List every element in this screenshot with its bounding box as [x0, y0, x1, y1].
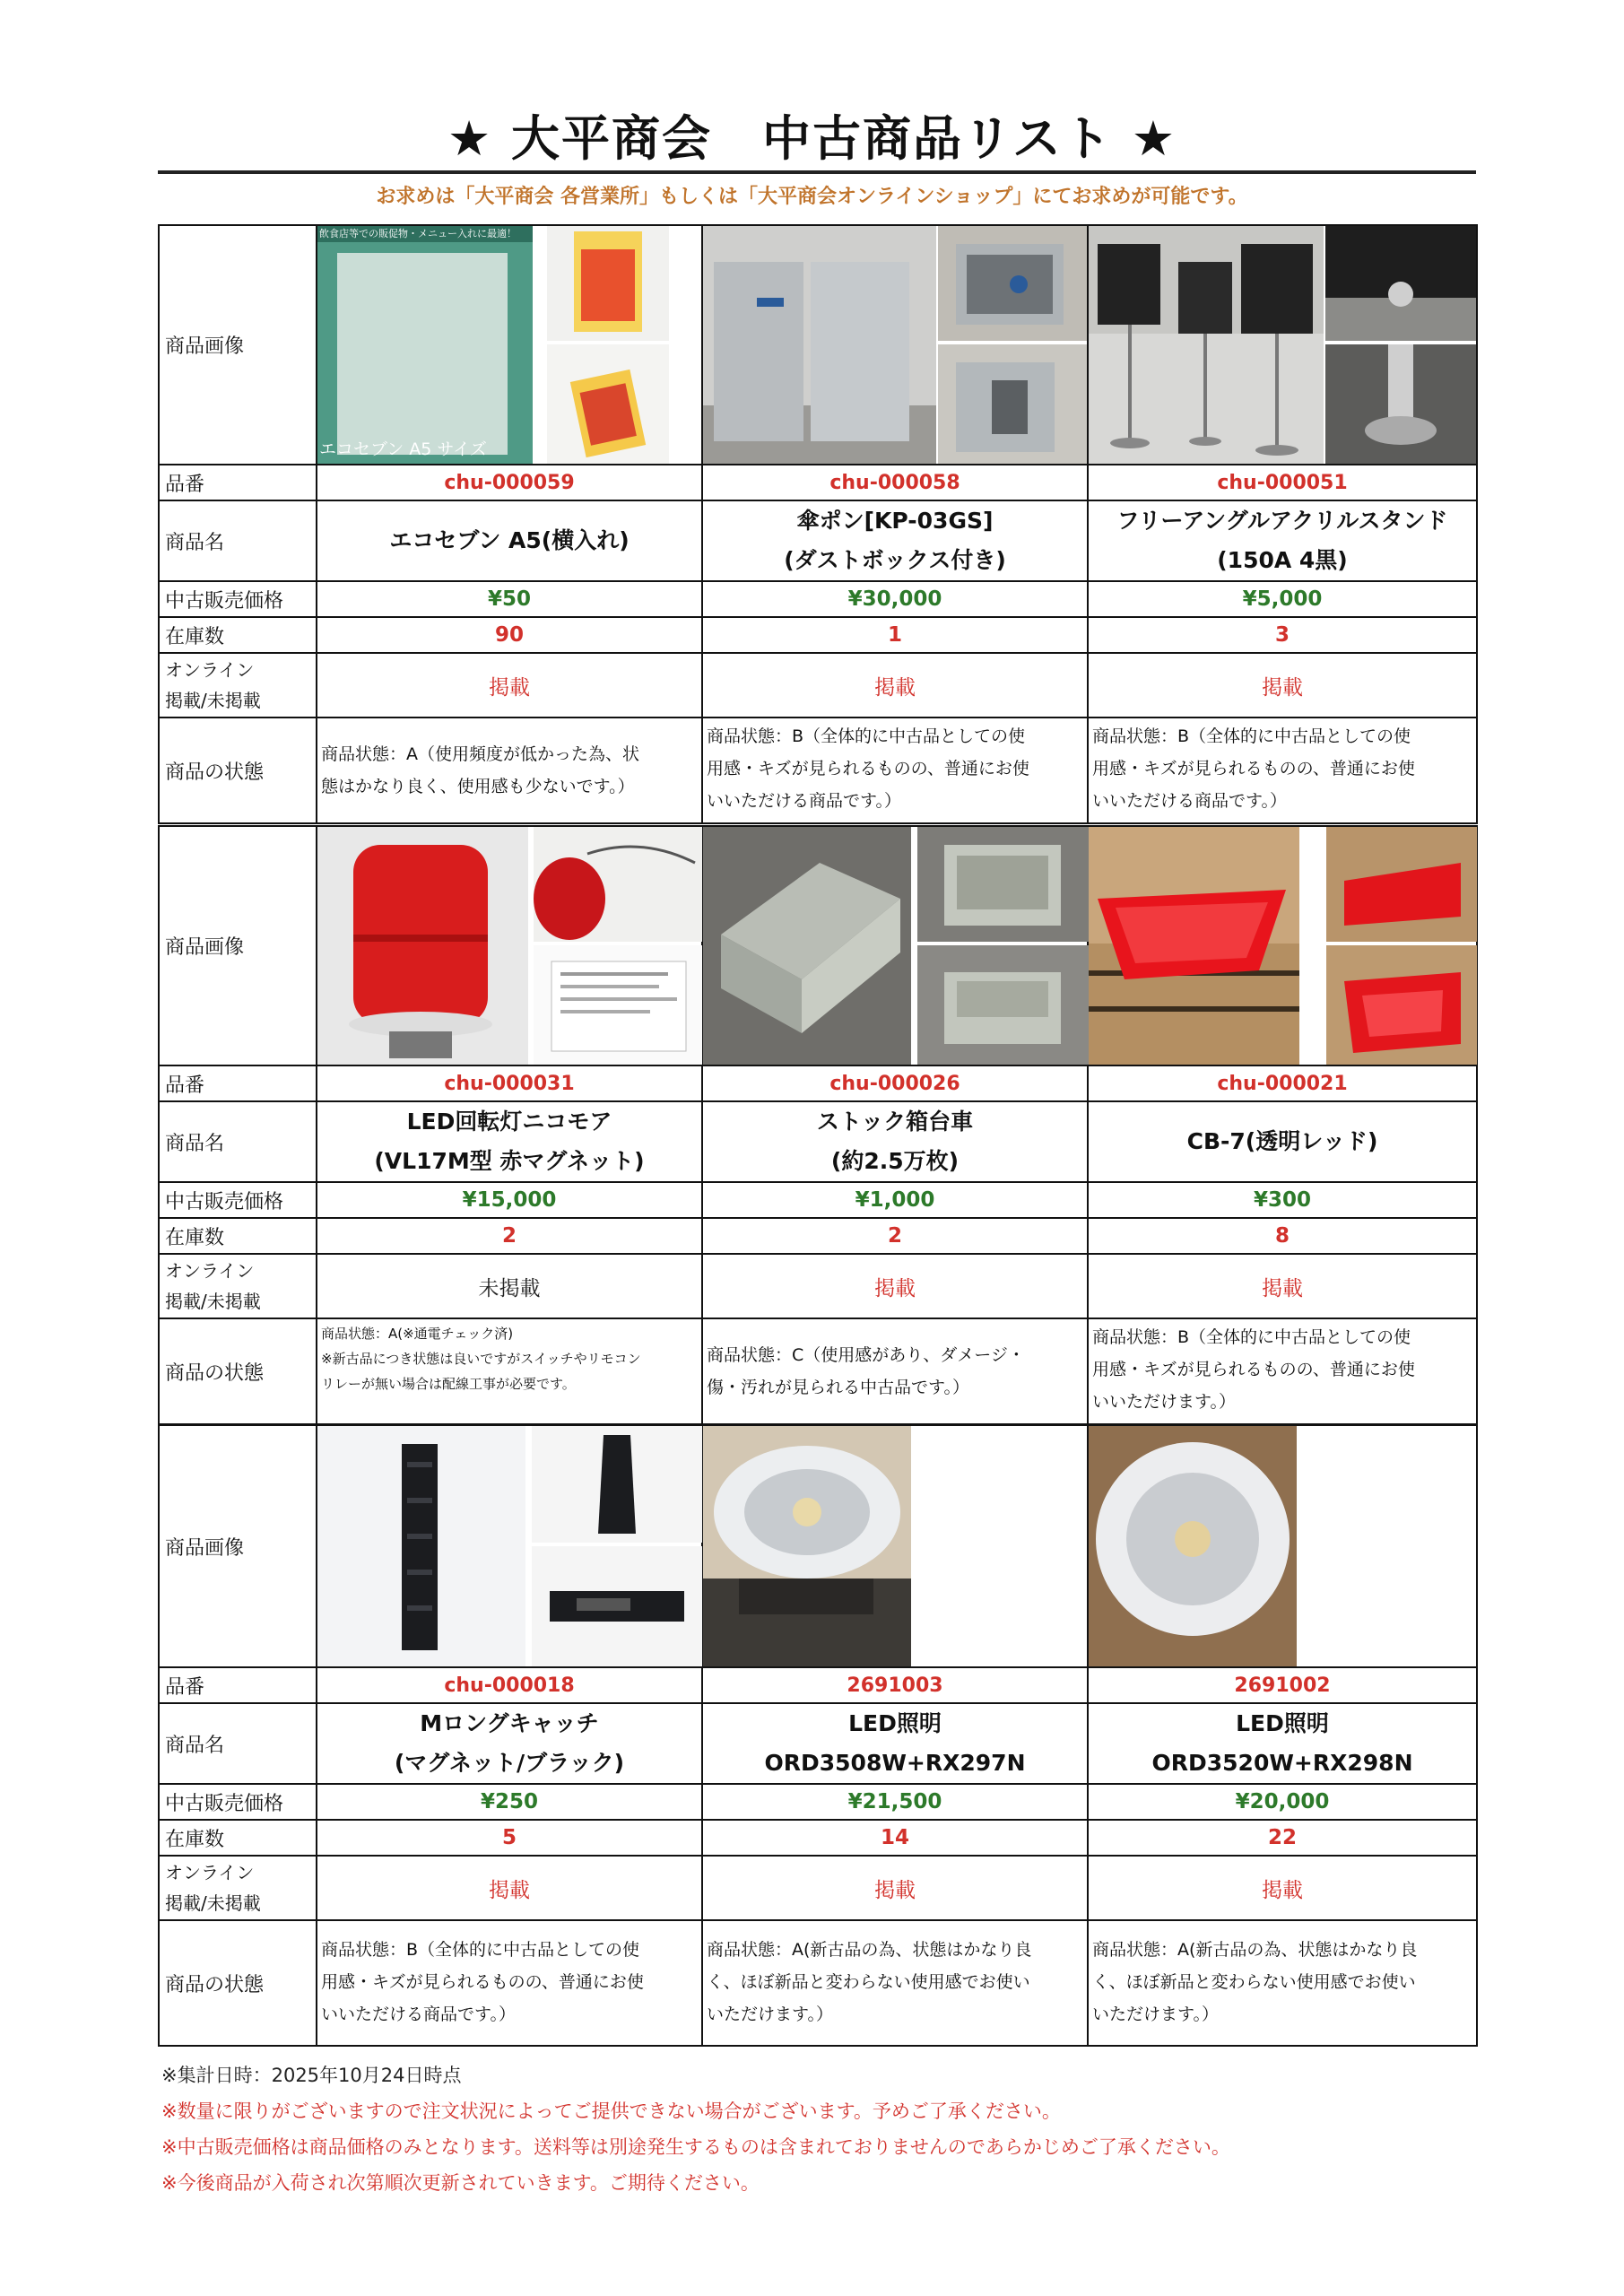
product-stock: 2	[702, 1218, 1088, 1254]
condition-label: 商品の状態	[159, 718, 317, 823]
product-code: chu-000021	[1088, 1065, 1477, 1101]
product-image-chu-000026[interactable]	[702, 826, 1088, 1065]
product-price: ¥300	[1088, 1182, 1477, 1218]
product-code: chu-000018	[317, 1667, 702, 1703]
product-condition: 商品状態：A(新古品の為、状態はかなり良 く、ほぼ新品と変わらない使用感でお使い いただけます。）	[702, 1920, 1088, 2046]
product-code: 2691002	[1088, 1667, 1477, 1703]
image-label: 商品画像	[159, 826, 317, 1065]
online-status: 掲載	[317, 653, 702, 718]
product-condition: 商品状態：A（使用頻度が低かった為、状 態はかなり良く、使用感も少ないです。）	[317, 718, 702, 823]
footer-note: ※数量に限りがございますので注文状況によってご提供できない場合がございます。予めご了承ください。	[161, 2100, 1061, 2122]
image-label: 商品画像	[159, 1425, 317, 1667]
online-label: オンライン 掲載/未掲載	[159, 1254, 317, 1318]
online-label: オンライン 掲載/未掲載	[159, 1856, 317, 1920]
product-condition: 商品状態：B（全体的に中古品としての使 用感・キズが見られるものの、普通にお使 いいただけます。）	[1088, 1318, 1477, 1424]
product-name: 傘ポン[KP-03GS] (ダストボックス付き)	[702, 500, 1088, 581]
product-price: ¥50	[317, 581, 702, 617]
name-label: 商品名	[159, 500, 317, 581]
product-code: chu-000051	[1088, 465, 1477, 500]
product-image-chu-000021[interactable]	[1088, 826, 1477, 1065]
product-image-chu-000059[interactable]	[317, 225, 702, 465]
product-condition: 商品状態：B（全体的に中古品としての使 用感・キズが見られるものの、普通にお使 いいただける商品です。）	[1088, 718, 1477, 823]
online-status: 掲載	[702, 1254, 1088, 1318]
name-label: 商品名	[159, 1101, 317, 1182]
product-stock: 14	[702, 1820, 1088, 1856]
product-name: LED回転灯ニコモア (VL17M型 赤マグネット)	[317, 1101, 702, 1182]
product-name: LED照明 ORD3508W+RX297N	[702, 1703, 1088, 1784]
product-condition: 商品状態：B（全体的に中古品としての使 用感・キズが見られるものの、普通にお使 いいただける商品です。）	[317, 1920, 702, 2046]
product-image-chu-000051[interactable]	[1088, 225, 1477, 465]
name-label: 商品名	[159, 1703, 317, 1784]
product-name: LED照明 ORD3520W+RX298N	[1088, 1703, 1477, 1784]
product-condition: 商品状態：A(新古品の為、状態はかなり良 く、ほぼ新品と変わらない使用感でお使い いただけます。）	[1088, 1920, 1477, 2046]
footer-note: ※今後商品が入荷され次第順次更新されていきます。ご期待ください。	[161, 2172, 760, 2194]
product-stock: 22	[1088, 1820, 1477, 1856]
product-condition: 商品状態：C（使用感があり、ダメージ・ 傷・汚れが見られる中古品です。）	[702, 1318, 1088, 1424]
product-image-chu-000031[interactable]	[317, 826, 702, 1065]
product-code: chu-000026	[702, 1065, 1088, 1101]
page-title: ★ 大平商会 中古商品リスト ★	[447, 110, 1177, 167]
online-status: 掲載	[1088, 653, 1477, 718]
product-image-2691002[interactable]	[1088, 1425, 1477, 1667]
product-code: chu-000059	[317, 465, 702, 500]
stock-label: 在庫数	[159, 617, 317, 653]
product-condition: 商品状態：B（全体的に中古品としての使 用感・キズが見られるものの、普通にお使 いいただける商品です。）	[702, 718, 1088, 823]
product-price: ¥20,000	[1088, 1784, 1477, 1820]
product-name: エコセブン A5(横入れ)	[317, 500, 702, 581]
product-price: ¥5,000	[1088, 581, 1477, 617]
product-image-2691003[interactable]	[702, 1425, 1088, 1667]
code-label: 品番	[159, 1667, 317, 1703]
online-status: 未掲載	[317, 1254, 702, 1318]
online-status: 掲載	[702, 653, 1088, 718]
page-subtitle: お求めは「大平商会 各営業所」もしくは「大平商会オンラインショップ」にてお求めが可能です。	[376, 186, 1248, 208]
footer-note: ※中古販売価格は商品価格のみとなります。送料等は別途発生するものは含まれておりませんのであらかじめご了承ください。	[161, 2136, 1230, 2158]
image-banner: 飲食店等での販促物・メニュー入れに最適！	[319, 228, 517, 239]
product-price: ¥15,000	[317, 1182, 702, 1218]
product-code: chu-000058	[702, 465, 1088, 500]
online-status: 掲載	[1088, 1856, 1477, 1920]
product-price: ¥250	[317, 1784, 702, 1820]
product-price: ¥1,000	[702, 1182, 1088, 1218]
price-label: 中古販売価格	[159, 581, 317, 617]
condition-label: 商品の状態	[159, 1920, 317, 2046]
product-image-chu-000018[interactable]	[317, 1425, 702, 1667]
product-name: フリーアングルアクリルスタンド (150A 4黒)	[1088, 500, 1477, 581]
title-divider	[158, 170, 1476, 174]
product-name: CB-7(透明レッド)	[1088, 1101, 1477, 1182]
product-price: ¥21,500	[702, 1784, 1088, 1820]
condition-label: 商品の状態	[159, 1318, 317, 1424]
product-name: Mロングキャッチ (マグネット/ブラック)	[317, 1703, 702, 1784]
code-label: 品番	[159, 465, 317, 500]
online-status: 掲載	[1088, 1254, 1477, 1318]
product-stock: 1	[702, 617, 1088, 653]
footer-date: ※集計日時：2025年10月24日時点	[161, 2065, 462, 2086]
product-name: ストック箱台車 (約2.5万枚)	[702, 1101, 1088, 1182]
product-stock: 5	[317, 1820, 702, 1856]
product-block-3	[158, 1424, 1478, 2047]
product-stock: 90	[317, 617, 702, 653]
online-status: 掲載	[702, 1856, 1088, 1920]
product-block-1	[158, 224, 1478, 824]
online-label: オンライン 掲載/未掲載	[159, 653, 317, 718]
price-label: 中古販売価格	[159, 1182, 317, 1218]
product-condition: 商品状態：A(※通電チェック済) ※新古品につき状態は良いですがスイッチやリモコン リレーが無い場合は配線工事が必要です。	[317, 1318, 702, 1424]
code-label: 品番	[159, 1065, 317, 1101]
price-label: 中古販売価格	[159, 1784, 317, 1820]
online-status: 掲載	[317, 1856, 702, 1920]
image-caption: エコセブン A5 サイズ	[319, 439, 487, 459]
product-code: 2691003	[702, 1667, 1088, 1703]
product-stock: 3	[1088, 617, 1477, 653]
product-block-2	[158, 825, 1478, 1425]
product-code: chu-000031	[317, 1065, 702, 1101]
product-image-chu-000058[interactable]	[702, 225, 1088, 465]
stock-label: 在庫数	[159, 1820, 317, 1856]
product-price: ¥30,000	[702, 581, 1088, 617]
product-stock: 2	[317, 1218, 702, 1254]
product-stock: 8	[1088, 1218, 1477, 1254]
image-label: 商品画像	[159, 225, 317, 465]
stock-label: 在庫数	[159, 1218, 317, 1254]
